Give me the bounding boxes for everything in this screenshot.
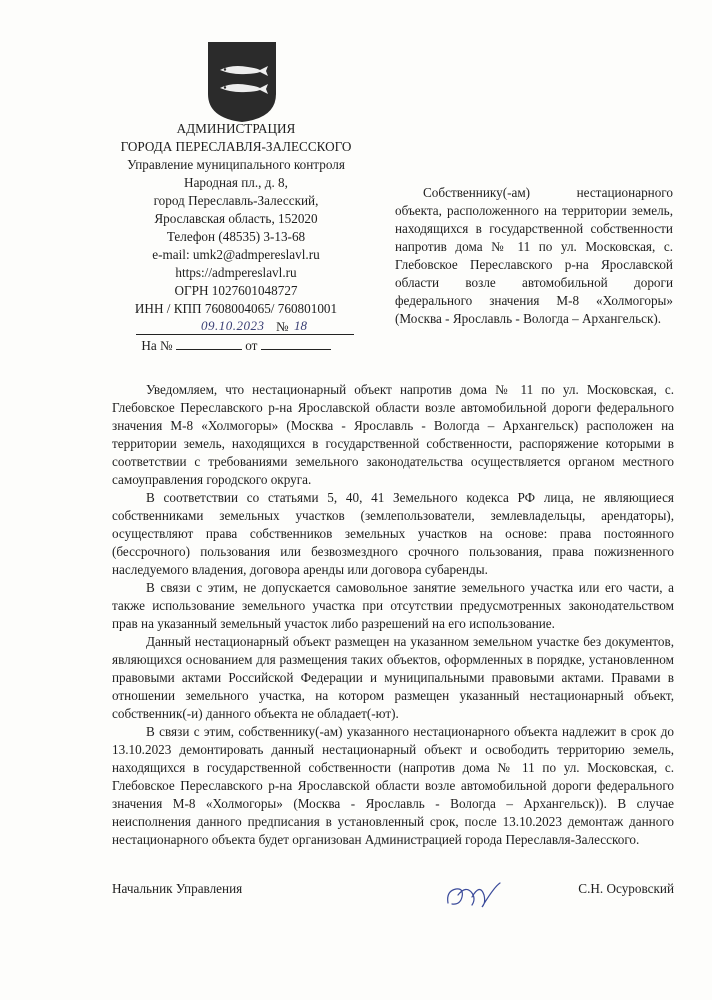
org-title-line-1: АДМИНИСТРАЦИЯ [176, 121, 296, 136]
website-line: https://admpereslavl.ru [175, 265, 297, 280]
email-line: e-mail: umk2@admpereslavl.ru [152, 247, 320, 262]
handwritten-signature-icon [442, 877, 504, 913]
number-label: № [276, 319, 289, 334]
ref-from-label: от [245, 338, 258, 353]
ogrn-line: ОГРН 1027601048727 [174, 283, 298, 298]
body-paragraph: Данный нестационарный объект размещен на указанном земельном участке без документов, являющихся основанием для размещения таких объектов, оформленных в порядке, установленном правовыми актами Российской Федерации и муниципальными правовыми актами. Правами в отношении земельного участка, на котором размещен указанный нестационарный объект, собственник(-и) данного объекта не обладает(-ют). [112, 634, 674, 721]
signatory-position: Начальник Управления [112, 881, 243, 896]
sender-block [108, 120, 364, 355]
body-paragraph: В связи с этим, собственнику(-ам) указанного нестационарного объекта надлежит в срок до 13.10.2023 демонтировать данный нестационарный объект и освободить территорию земель, находящихся в государственной собственности (напротив дома № 11 по ул. Московская, с. Глебовское Переславского р-на Ярославской области возле автомобильной дороги федерального значения М-8 «Холмогоры» (Москва - Ярославль - Вологда – Архангельск)). В случае неисполнения данного предписания в установленный срок, после 13.10.2023 демонтаж данного нестационарного объекта будет организован Администрацией города Переславля-Залесского. [112, 724, 674, 847]
outgoing-date-number-line [108, 318, 364, 337]
signature-row [112, 877, 674, 917]
coat-of-arms-emblem [206, 40, 278, 124]
coat-of-arms-two-fish-icon [206, 40, 278, 124]
recipient-block: Собственнику(-ам) нестационарного объекта, расположенного на территории земель, находящихся в государственной собственности напротив дома № 11 по ул. Московская, с. Глебовское Переславского р-на Ярославской области возле автомобильной дороги федерального значения М-8 «Холмогоры» (Москва - Ярославль - Вологда – Архангельск). [395, 185, 673, 326]
address-line-1: Народная пл., д. 8, [184, 175, 288, 190]
address-line-3: Ярославская область, 152020 [154, 211, 318, 226]
handwritten-number: 18 [294, 318, 307, 333]
phone-line: Телефон (48535) 3-13-68 [166, 229, 306, 244]
org-title-line-2: ГОРОДА ПЕРЕСЛАВЛЯ-ЗАЛЕССКОГО [120, 139, 352, 154]
ref-no-blank [176, 337, 242, 350]
body-paragraph: Уведомляем, что нестационарный объект напротив дома № 11 по ул. Московская, с. Глебовское Переславского р-на Ярославской области возле автомобильной дороги федерального значения М-8 «Холмогоры» (Москва - Ярославль - Вологда – Архангельск) расположен на территории земель, находящихся в государственной собственности, распоряжение которыми в соответствии с требованиями земельного законодательства осуществляется органом местного самоуправления городского округа. [112, 382, 674, 487]
body-paragraph: В связи с этим, не допускается самовольное занятие земельного участка или его части, а также использование земельного участка при отсутствии предусмотренных законодательством прав на указанный земельный участок либо разрешений на его использование. [112, 580, 674, 631]
letter-body [112, 381, 674, 849]
signatory-name: С.Н. Осуровский [578, 881, 674, 896]
address-line-2: город Переславль-Залесский, [153, 193, 319, 208]
ref-from-blank [261, 337, 331, 350]
body-paragraph: В соответствии со статьями 5, 40, 41 Земельного кодекса РФ лица, не являющиеся собственниками земельных участков (землепользователи, землевладельцы, арендаторы), осуществляют права собственников земельных участков на основе: права постоянного (бессрочного) пользования или безвозмездного срочного пользования, права пожизненного наследуемого владения, договора аренды или договора субаренды. [112, 490, 674, 577]
ref-no-label: На № [141, 338, 173, 353]
inn-kpp-line: ИНН / КПП 7608004065/ 760801001 [134, 301, 338, 316]
handwritten-date: 09.10.2023 [201, 318, 265, 333]
reference-line [108, 337, 364, 355]
department-name: Управление муниципального контроля [127, 157, 345, 172]
